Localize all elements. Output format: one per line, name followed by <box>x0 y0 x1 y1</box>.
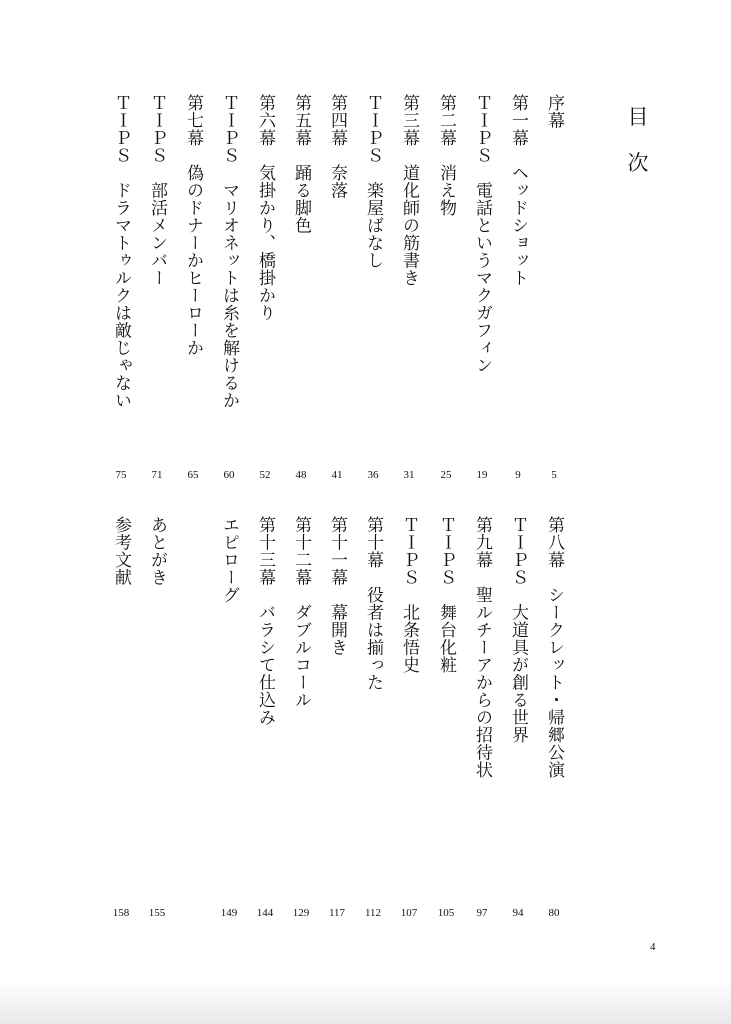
entry-title: 第十幕 役者は揃った <box>363 516 383 691</box>
entry-title: ＴＩＰＳ 舞台化粧 <box>436 516 456 674</box>
entry-title: 序幕 <box>544 94 564 129</box>
entry-title: 第五幕 踊る脚色 <box>291 94 311 234</box>
toc-title-char: 目 <box>627 105 649 129</box>
toc-title-char: 次 <box>627 151 649 175</box>
entry-title: ＴＩＰＳ ドラマトゥルクは敵じゃない <box>111 94 131 409</box>
entry-page-number: 65 <box>187 469 199 481</box>
entry-page-number: 155 <box>148 907 166 919</box>
entry-page-number: 60 <box>223 469 235 481</box>
entry-title: 第七幕 偽のドナーかヒーローか <box>183 94 203 357</box>
entry-page-number: 52 <box>259 469 271 481</box>
entry-title: エピローグ <box>219 516 239 604</box>
entry-page-number: 158 <box>112 907 130 919</box>
entry-title: ＴＩＰＳ マリオネットは糸を解けるか <box>219 94 239 409</box>
entry-page-number: 48 <box>295 469 307 481</box>
bottom-shade <box>0 980 731 1024</box>
entry-page-number: 9 <box>515 469 521 481</box>
entry-page-number: 94 <box>512 907 524 919</box>
entry-page-number: 105 <box>437 907 455 919</box>
entry-page-number: 25 <box>440 469 452 481</box>
entry-title: 第九幕 聖ルチーアからの招待状 <box>472 516 492 779</box>
entry-page-number: 97 <box>476 907 488 919</box>
entry-page-number: 31 <box>403 469 415 481</box>
entry-title: 第三幕 道化師の筋書き <box>399 94 419 287</box>
entry-page-number: 36 <box>367 469 379 481</box>
entry-page-number: 117 <box>328 907 346 919</box>
entry-title: 第一幕 ヘッドショット <box>508 94 528 287</box>
page-number: 4 <box>650 941 656 953</box>
entry-title: ＴＩＰＳ 部活メンバー <box>147 94 167 287</box>
entry-page-number: 149 <box>220 907 238 919</box>
entry-page-number: 71 <box>151 469 163 481</box>
entry-title: 第十二幕 ダブルコール <box>291 516 311 709</box>
entry-title: ＴＩＰＳ 楽屋ばなし <box>363 94 383 269</box>
entry-title: 第六幕 気掛かり、橋掛かり <box>255 94 275 322</box>
entry-page-number: 19 <box>476 469 488 481</box>
entry-page-number: 107 <box>400 907 418 919</box>
entry-title: 参考文献 <box>111 516 131 586</box>
entry-page-number: 144 <box>256 907 274 919</box>
entry-page-number: 112 <box>364 907 382 919</box>
entry-title: 第十一幕 幕開き <box>327 516 347 656</box>
entry-title: ＴＩＰＳ 北条悟史 <box>399 516 419 674</box>
entry-title: 第八幕 シークレット・帰郷公演 <box>544 516 564 779</box>
entry-title: あとがき <box>147 516 167 586</box>
entry-page-number: 5 <box>551 469 557 481</box>
entry-title: 第四幕 奈落 <box>327 94 347 199</box>
entry-title: 第二幕 消え物 <box>436 94 456 217</box>
entry-title: ＴＩＰＳ 電話というマクガフィン <box>472 94 492 374</box>
entry-page-number: 129 <box>292 907 310 919</box>
entry-page-number: 80 <box>548 907 560 919</box>
entry-page-number: 75 <box>115 469 127 481</box>
entry-title: ＴＩＰＳ 大道具が創る世界 <box>508 516 528 744</box>
entry-page-number: 41 <box>331 469 343 481</box>
entry-title: 第十三幕 バラシて仕込み <box>255 516 275 726</box>
